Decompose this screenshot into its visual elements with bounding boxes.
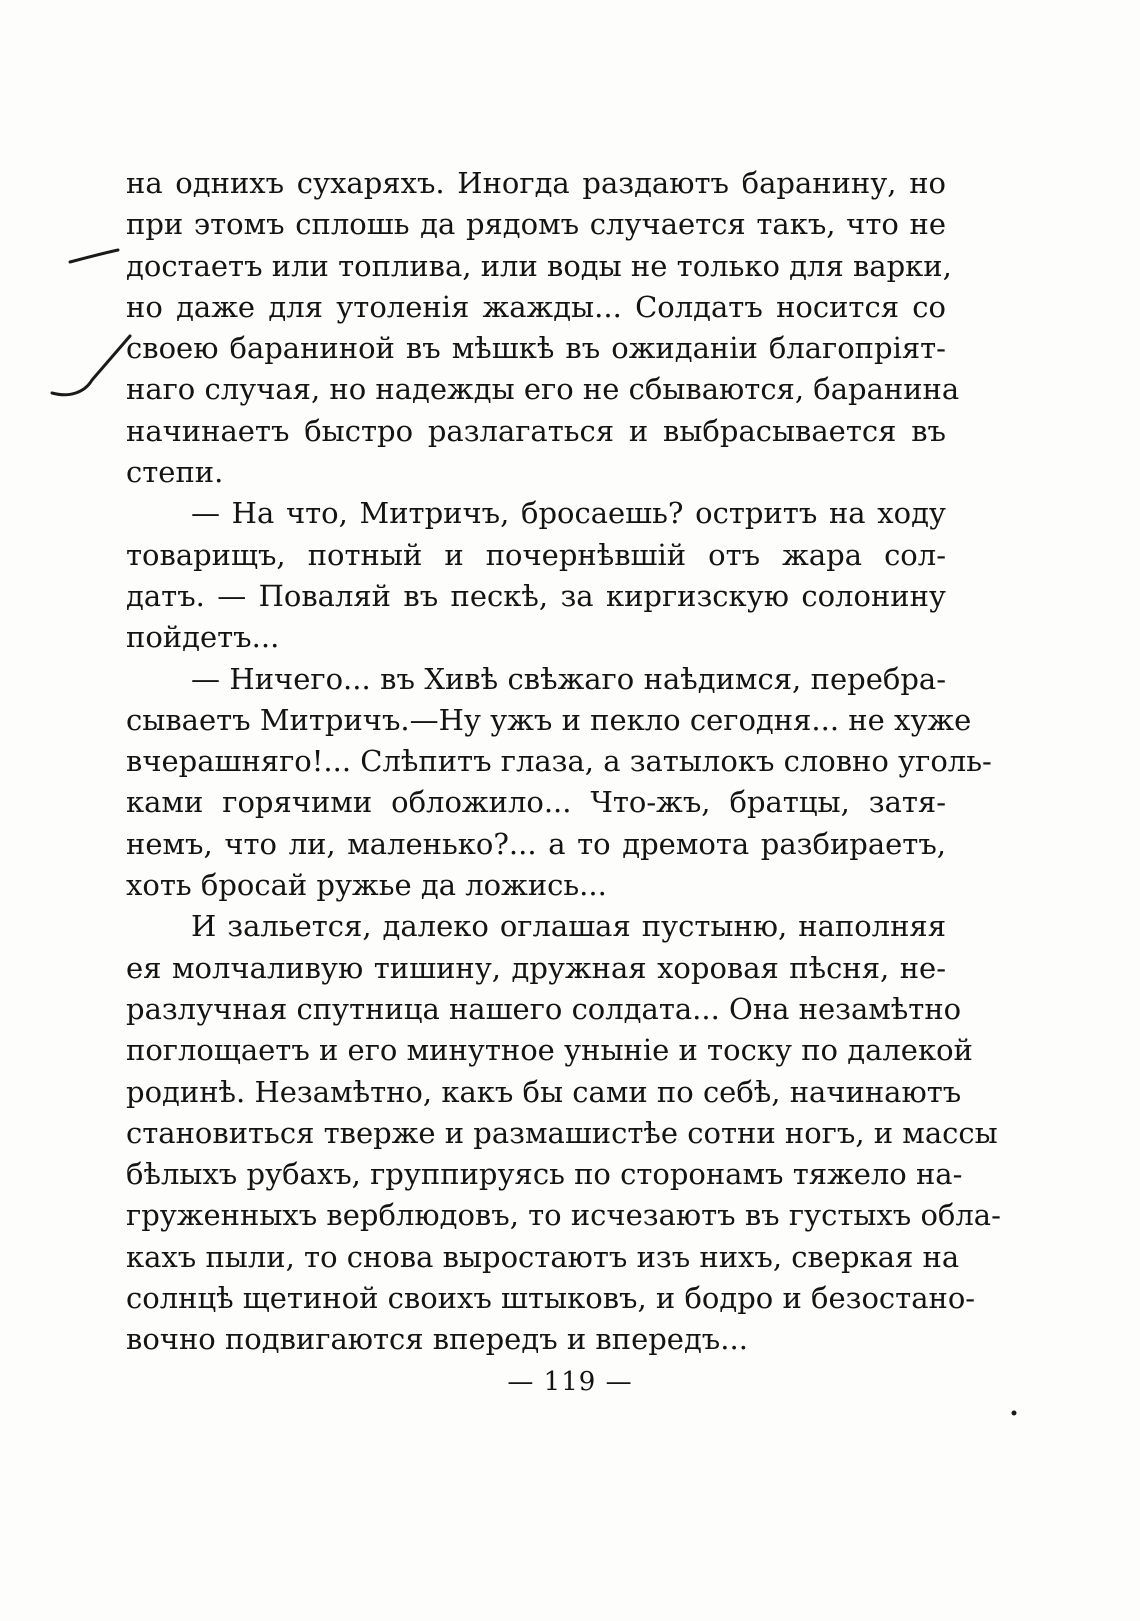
text-line: бѣлыхъ рубахъ, группируясь по сторонамъ тяжело на- — [126, 1157, 963, 1192]
text-line: становиться тверже и размашистѣе сотни ногъ, и массы — [126, 1115, 998, 1150]
text-line: немъ, что ли, маленько?... а то дремота разбираетъ, — [126, 826, 946, 861]
text-line: солнцѣ щетиной своихъ штыковъ, и бодро и безостано- — [126, 1281, 976, 1316]
text-line: на однихъ сухаряхъ. Иногда раздаютъ баранину, но — [126, 166, 946, 200]
text-line: начинаетъ быстро разлагаться и выбрасывается въ — [126, 413, 946, 448]
margin-speck — [1012, 1411, 1017, 1416]
text-line: поглощаетъ и его минутное уныніе и тоску по далекой — [126, 1033, 973, 1068]
text-line: вочно подвигаются впередъ и впередъ... — [126, 1322, 748, 1357]
text-line: но даже для утоленія жажды... Солдатъ носится со — [126, 289, 946, 324]
text-line: И зальется, далеко оглашая пустыню, наполняя — [191, 909, 946, 944]
text-line: хоть бросай ружье да ложись... — [126, 868, 607, 903]
text-line: наго случая, но надежды его не сбываются, баранина — [126, 372, 960, 407]
text-line: родинѣ. Незамѣтно, какъ бы сами по себѣ, начинаютъ — [126, 1074, 962, 1109]
text-line: — На что, Митричъ, бросаешь? остритъ на ходу — [191, 496, 946, 531]
text-line: груженныхъ верблюдовъ, то исчезаютъ въ густыхъ обла- — [126, 1198, 1001, 1233]
main-text — [126, 163, 1001, 1361]
text-line: вчерашняго!... Слѣпитъ глаза, а затылокъ словно уголь- — [126, 744, 992, 779]
text-line: разлучная спутница нашего солдата... Она незамѣтно — [126, 991, 962, 1026]
text-line: датъ. — Поваляй въ пескѣ, за киргизскую солонину — [126, 578, 946, 613]
text-line: сываетъ Митричъ.—Ну ужъ и пекло сегодня... не хуже — [126, 702, 972, 737]
text-line: — Ничего... въ Хивѣ свѣжаго наѣдимся, перебра- — [191, 661, 946, 696]
margin-check-mark — [52, 336, 130, 395]
page-number: — 119 — — [507, 1367, 633, 1397]
text-line: при этомъ сплошь да рядомъ случается такъ, что не — [126, 207, 946, 242]
text-line: степи. — [126, 455, 224, 490]
text-line: ками горячими обложило... Что-жъ, братцы, затя- — [126, 785, 946, 820]
text-line: кахъ пыли, то снова выростаютъ изъ нихъ, сверкая на — [126, 1239, 960, 1274]
text-line: товарищъ, потный и почернѣвшій отъ жара сол- — [126, 537, 946, 572]
text-line: достаетъ или топлива, или воды не только для варки, — [126, 248, 952, 283]
text-line: своею бараниной въ мѣшкѣ въ ожиданіи благопріят- — [126, 331, 946, 366]
text-line: пойдетъ... — [126, 620, 280, 655]
margin-dash-mark — [70, 250, 118, 262]
text-line: ея молчаливую тишину, дружная хоровая пѣсня, не- — [126, 950, 946, 985]
